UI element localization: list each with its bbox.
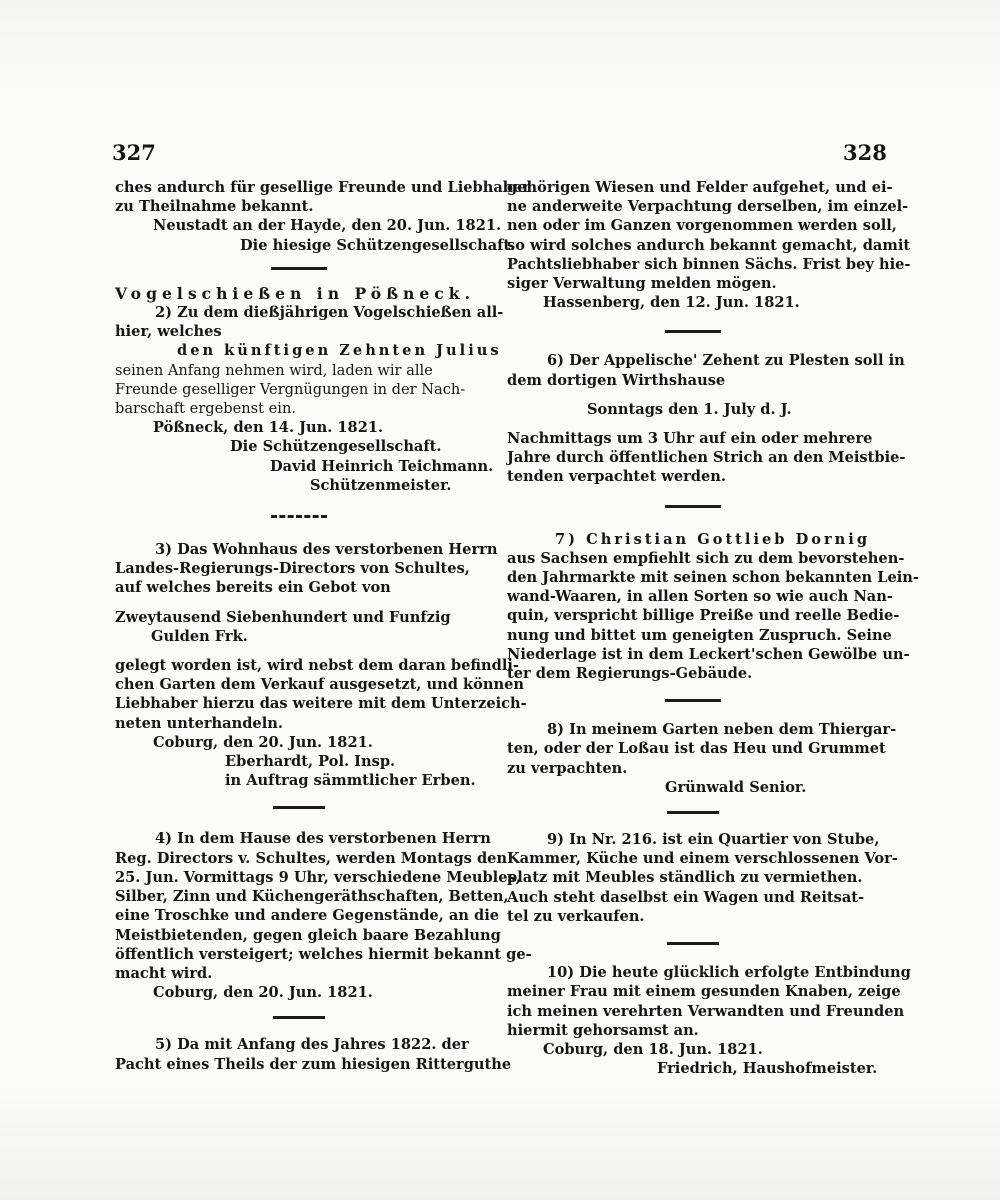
- left-column: [115, 178, 532, 1074]
- section-divider: [273, 1016, 325, 1019]
- text-line: chen Garten dem Verkauf ausgesetzt, und können: [115, 676, 524, 694]
- place-date: Coburg, den 18. Jun. 1821.: [543, 1040, 763, 1058]
- text-line: Kammer, Küche und einem verschlossenen Vor-: [507, 850, 898, 868]
- place-date: Coburg, den 20. Jun. 1821.: [153, 984, 373, 1002]
- text-line: 4) In dem Hause des verstorbenen Herrn: [155, 830, 491, 848]
- signature: David Heinrich Teichmann.: [270, 457, 494, 475]
- page-number-right: 328: [843, 140, 887, 165]
- price-line: Gulden Frk.: [151, 627, 248, 645]
- text-line: 8) In meinem Garten neben dem Thiergar-: [547, 721, 897, 739]
- text-line: dem dortigen Wirthshause: [507, 371, 726, 389]
- text-line: tenden verpachtet werden.: [507, 468, 726, 486]
- price-line: Zweytausend Siebenhundert und Funfzig: [115, 608, 451, 626]
- section-divider: [667, 811, 719, 814]
- text-line: Freunde geselliger Vergnügungen in der Nach-: [115, 380, 466, 398]
- text-line: siger Verwaltung melden mögen.: [507, 275, 777, 293]
- text-line: neten unterhandeln.: [115, 714, 283, 732]
- advertiser-name: 7) Christian Gottlieb Dornig: [555, 530, 871, 548]
- text-line: ne anderweite Verpachtung derselben, im einzel-: [507, 198, 909, 216]
- text-line: 2) Zu dem dießjährigen Vogelschießen all-: [155, 304, 504, 322]
- text-line: Jahre durch öffentlichen Strich an den Meistbie-: [507, 449, 906, 467]
- signature: Die Schützengesellschaft.: [230, 438, 442, 456]
- text-line: platz mit Meubles ständlich zu vermiethen.: [507, 869, 863, 887]
- text-line: Landes-Regierungs-Directors von Schultes,: [115, 560, 470, 578]
- date-line: Sonntags den 1. July d. J.: [587, 400, 792, 418]
- text-line: den Jahrmarkte mit seinen schon bekannten Lein-: [507, 569, 919, 587]
- section-divider: [665, 330, 721, 333]
- text-line: Liebhaber hierzu das weitere mit dem Unterzeich-: [115, 695, 527, 713]
- text-line: barschaft ergebenst ein.: [115, 400, 296, 418]
- signature: Eberhardt, Pol. Insp.: [225, 753, 396, 771]
- text-line: hiermit gehorsamst an.: [507, 1021, 699, 1039]
- place-date: Coburg, den 20. Jun. 1821.: [153, 733, 373, 751]
- text-line: ches andurch für gesellige Freunde und Liebhaber: [115, 179, 530, 196]
- text-line: macht wird.: [115, 964, 213, 982]
- place-date: Neustadt an der Hayde, den 20. Jun. 1821.: [153, 217, 502, 235]
- text-line: gehörigen Wiesen und Felder aufgehet, und ei-: [507, 179, 893, 196]
- signature: Die hiesige Schützengesellschaft.: [240, 236, 516, 254]
- section-divider: [271, 267, 327, 270]
- section-divider: [271, 515, 327, 518]
- text-line: Auch steht daselbst ein Wagen und Reitsat-: [507, 888, 865, 906]
- text-line: Meistbietenden, gegen gleich baare Bezahlung: [115, 926, 501, 944]
- text-line: 6) Der Appelische' Zehent zu Plesten soll in: [547, 352, 905, 370]
- signature: Grünwald Senior.: [665, 778, 807, 796]
- signature: in Auftrag sämmtlicher Erben.: [225, 772, 476, 790]
- text-line: Silber, Zinn und Küchengeräthschaften, Betten,: [115, 888, 509, 906]
- text-line: so wird solches andurch bekannt gemacht, damit: [507, 236, 911, 254]
- signature: Schützenmeister.: [310, 476, 452, 494]
- text-line: Pachtsliebhaber sich binnen Sächs. Frist bey hie-: [507, 255, 911, 273]
- text-line: wand-Waaren, in allen Sorten so wie auch Nan-: [507, 588, 893, 606]
- text-line: zu verpachten.: [507, 759, 628, 777]
- text-line: 9) In Nr. 216. ist ein Quartier von Stube,: [547, 831, 880, 849]
- text-line: aus Sachsen empfiehlt sich zu dem bevorstehen-: [507, 549, 905, 567]
- place-date: Pößneck, den 14. Jun. 1821.: [153, 419, 384, 437]
- text-line: ten, oder der Loßau ist das Heu und Grummet: [507, 740, 886, 758]
- right-column: [507, 178, 919, 1078]
- text-line: Nachmittags um 3 Uhr auf ein oder mehrere: [507, 430, 873, 448]
- text-line: öffentlich versteigert; welches hiermit bekannt ge-: [115, 945, 532, 963]
- place-date: Hassenberg, den 12. Jun. 1821.: [543, 294, 800, 312]
- section-divider: [273, 806, 325, 809]
- text-line: 5) Da mit Anfang des Jahres 1822. der: [155, 1036, 469, 1054]
- text-line: auf welches bereits ein Gebot von: [115, 579, 391, 597]
- text-line: seinen Anfang nehmen wird, laden wir alle: [115, 361, 433, 379]
- text-line: hier, welches: [115, 323, 222, 341]
- text-line: quin, verspricht billige Preiße und reelle Bedie-: [507, 607, 900, 625]
- text-line: nung und bittet um geneigten Zuspruch. Seine: [507, 626, 892, 644]
- text-line: Pacht eines Theils der zum hiesigen Ritterguthe: [115, 1055, 512, 1073]
- text-line: 3) Das Wohnhaus des verstorbenen Herrn: [155, 541, 498, 559]
- text-line: gelegt worden ist, wird nebst dem daran befindli-: [115, 657, 519, 675]
- section-title: Vogelschießen in Pößneck.: [115, 283, 476, 303]
- section-divider: [665, 699, 721, 702]
- section-divider: [665, 505, 721, 508]
- page-number-left: 327: [112, 140, 156, 165]
- text-line: Reg. Directors v. Schultes, werden Montags den: [115, 849, 508, 867]
- text-line: Niederlage ist in dem Leckert'schen Gewölbe un-: [507, 645, 910, 663]
- text-line: 10) Die heute glücklich erfolgte Entbindung: [547, 964, 911, 982]
- text-line: nen oder im Ganzen vorgenommen werden soll,: [507, 217, 897, 235]
- text-line: zu Theilnahme bekannt.: [115, 198, 314, 216]
- text-line: tel zu verkaufen.: [507, 907, 645, 925]
- text-line: ich meinen verehrten Verwandten und Freunden: [507, 1002, 905, 1020]
- text-line: 25. Jun. Vormittags 9 Uhr, verschiedene Meubles,: [115, 868, 521, 886]
- section-divider: [667, 942, 719, 945]
- text-line: meiner Frau mit einem gesunden Knaben, zeige: [507, 983, 901, 1001]
- signature: Friedrich, Haushofmeister.: [657, 1060, 878, 1078]
- text-line: eine Troschke und andere Gegenstände, an die: [115, 907, 500, 925]
- event-date-line: den künftigen Zehnten Julius: [177, 342, 502, 360]
- text-line: ter dem Regierungs-Gebäude.: [507, 665, 753, 683]
